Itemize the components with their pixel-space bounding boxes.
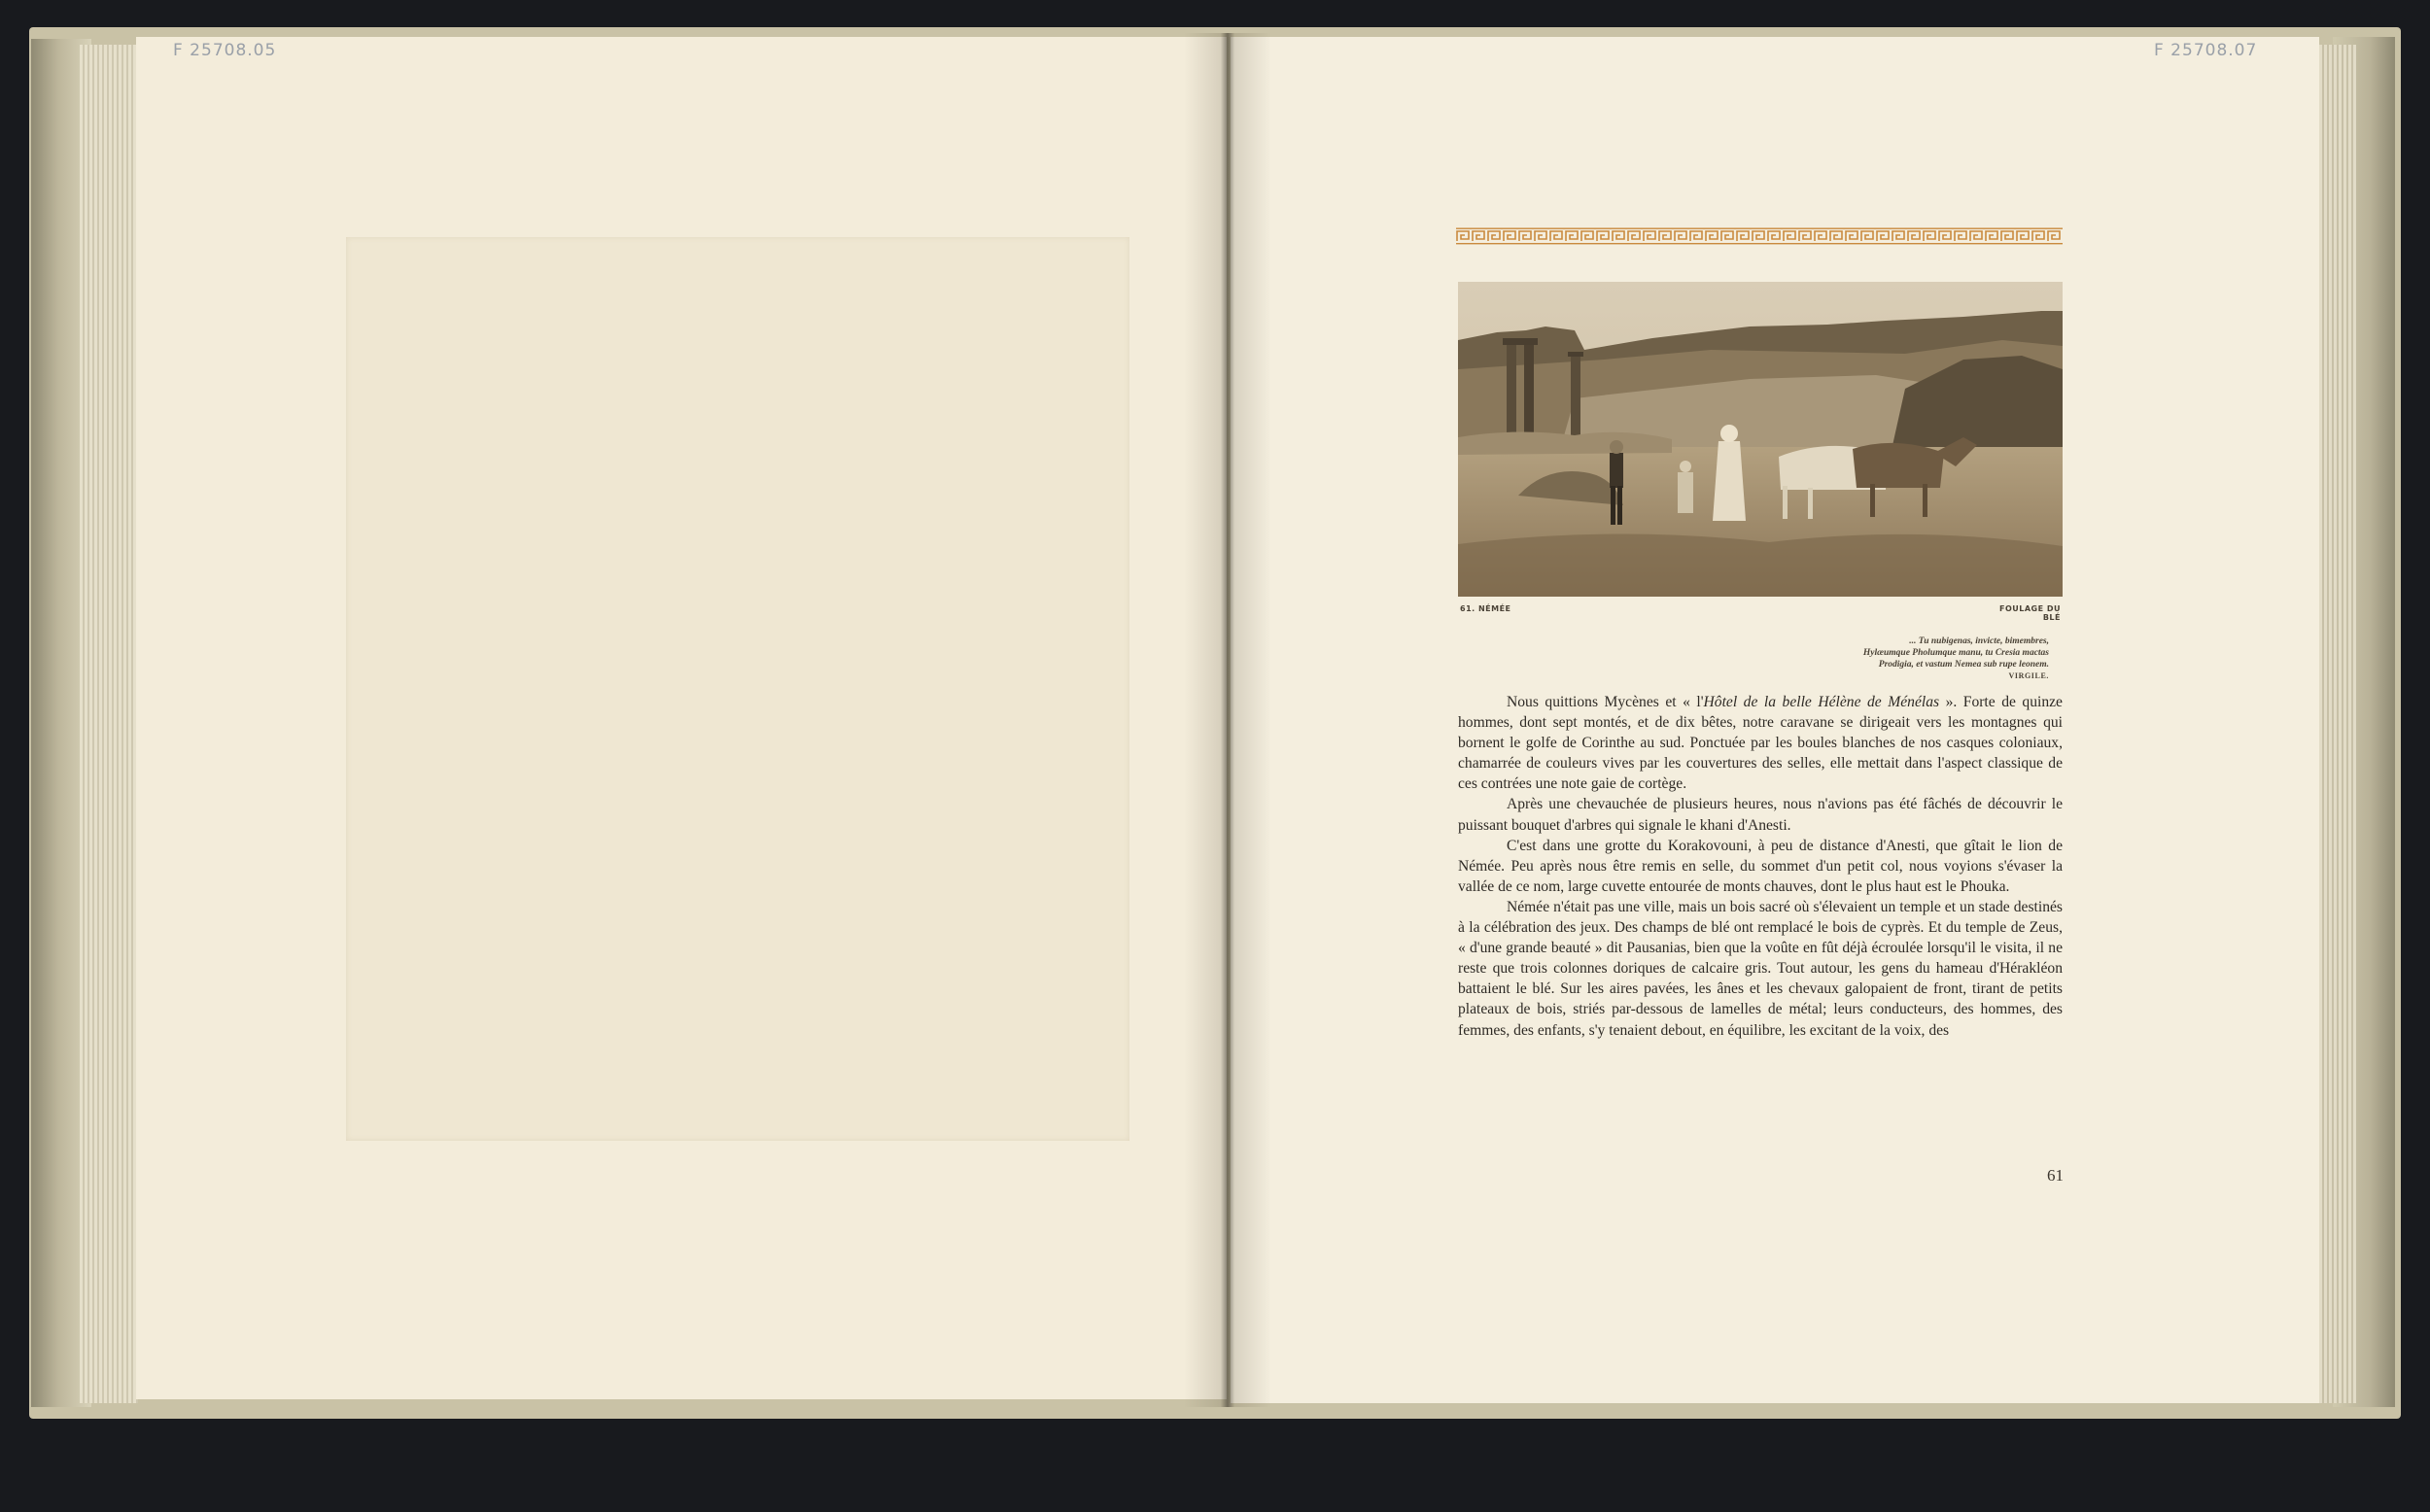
verse-line: Hylæumque Pholumque manu, tu Cresia mactas: [1862, 648, 2049, 658]
paragraph: C'est dans une grotte du Korakovouni, à peu de distance d'Anesti, que gîtait le lion de Némée. Peu après nous être remis en selle, du sommet d'un petit col, nous voyions s'évaser la vallée de ce nom, large cuvette entourée de monts chauves, dont le plus haut est le Phouka.: [1458, 837, 2063, 895]
verse-author: VIRGILE.: [2008, 671, 2049, 680]
paragraph-text: ». Forte de quinze hommes, dont sept montés, et de dix bêtes, notre caravane se dirigeait vers les montagnes qui bornent le golfe de Corinthe au sud. Ponctuée par les boules blanches de nos casques coloniaux, chamarrée de couleurs vives par les couvertures des selles, elle mettait dans l'aspect classique de ces contrées une note gaie de cortège.: [1458, 694, 2063, 793]
pencil-inventory-right: F 25708.07: [2154, 41, 2258, 60]
plate-caption-title: FOULAGE DU BLÉ: [1998, 604, 2061, 622]
verse-line: ... Tu nubigenas, invicte, bimembres,: [1909, 636, 2049, 646]
paragraph: Némée n'était pas une ville, mais un bois sacré où s'élevaient un temple et un stade destinés à la célébration des jeux. Des champs de blé ont remplacé le bois de cyprès. Et du temple de Zeus, « d'une grande beauté » dit Pausanias, bien que la voûte en fût déjà écroulée lorsqu'il le visita, il ne reste que trois colonnes doriques de calcaire gris. Tout autour, les gens du hameau d'Hérakléon battaient le blé. Sur les aires pavées, les ânes et les chevaux galopaient de front, tirant de petits plateaux de bois, striés par-dessous de lamelles de métal; leurs conducteurs, des hommes, des femmes, des enfants, s'y tenaient debout, en équilibre, les excitant de la voix, des: [1458, 898, 2063, 1039]
pencil-inventory-left: F 25708.05: [173, 41, 277, 60]
paragraph: Après une chevauchée de plusieurs heures, nous n'avions pas été fâchés de découvrir le puissant bouquet d'arbres qui signale le khani d'Anesti.: [1458, 796, 2063, 834]
epigraph-verse: [1757, 636, 2049, 682]
verse-line: Prodigia, et vastum Nemea sub rupe leonem.: [1878, 660, 2049, 670]
greek-key-frieze: [1456, 227, 2063, 245]
plate-impression: [346, 237, 1129, 1141]
book-gutter: [1184, 33, 1271, 1407]
photograph-threshing-nemea: [1458, 282, 2063, 597]
paragraph: [1458, 692, 2063, 794]
plate-caption-number: 61. NÉMÉE: [1460, 604, 1511, 613]
body-text: [1458, 692, 2063, 1041]
hotel-name: Hôtel de la belle Hélène de Ménélas: [1703, 694, 1940, 710]
page-edges-left: [80, 45, 138, 1403]
page-number: 61: [2047, 1166, 2064, 1185]
paragraph-text: Nous quittions Mycènes et « l': [1507, 694, 1704, 710]
